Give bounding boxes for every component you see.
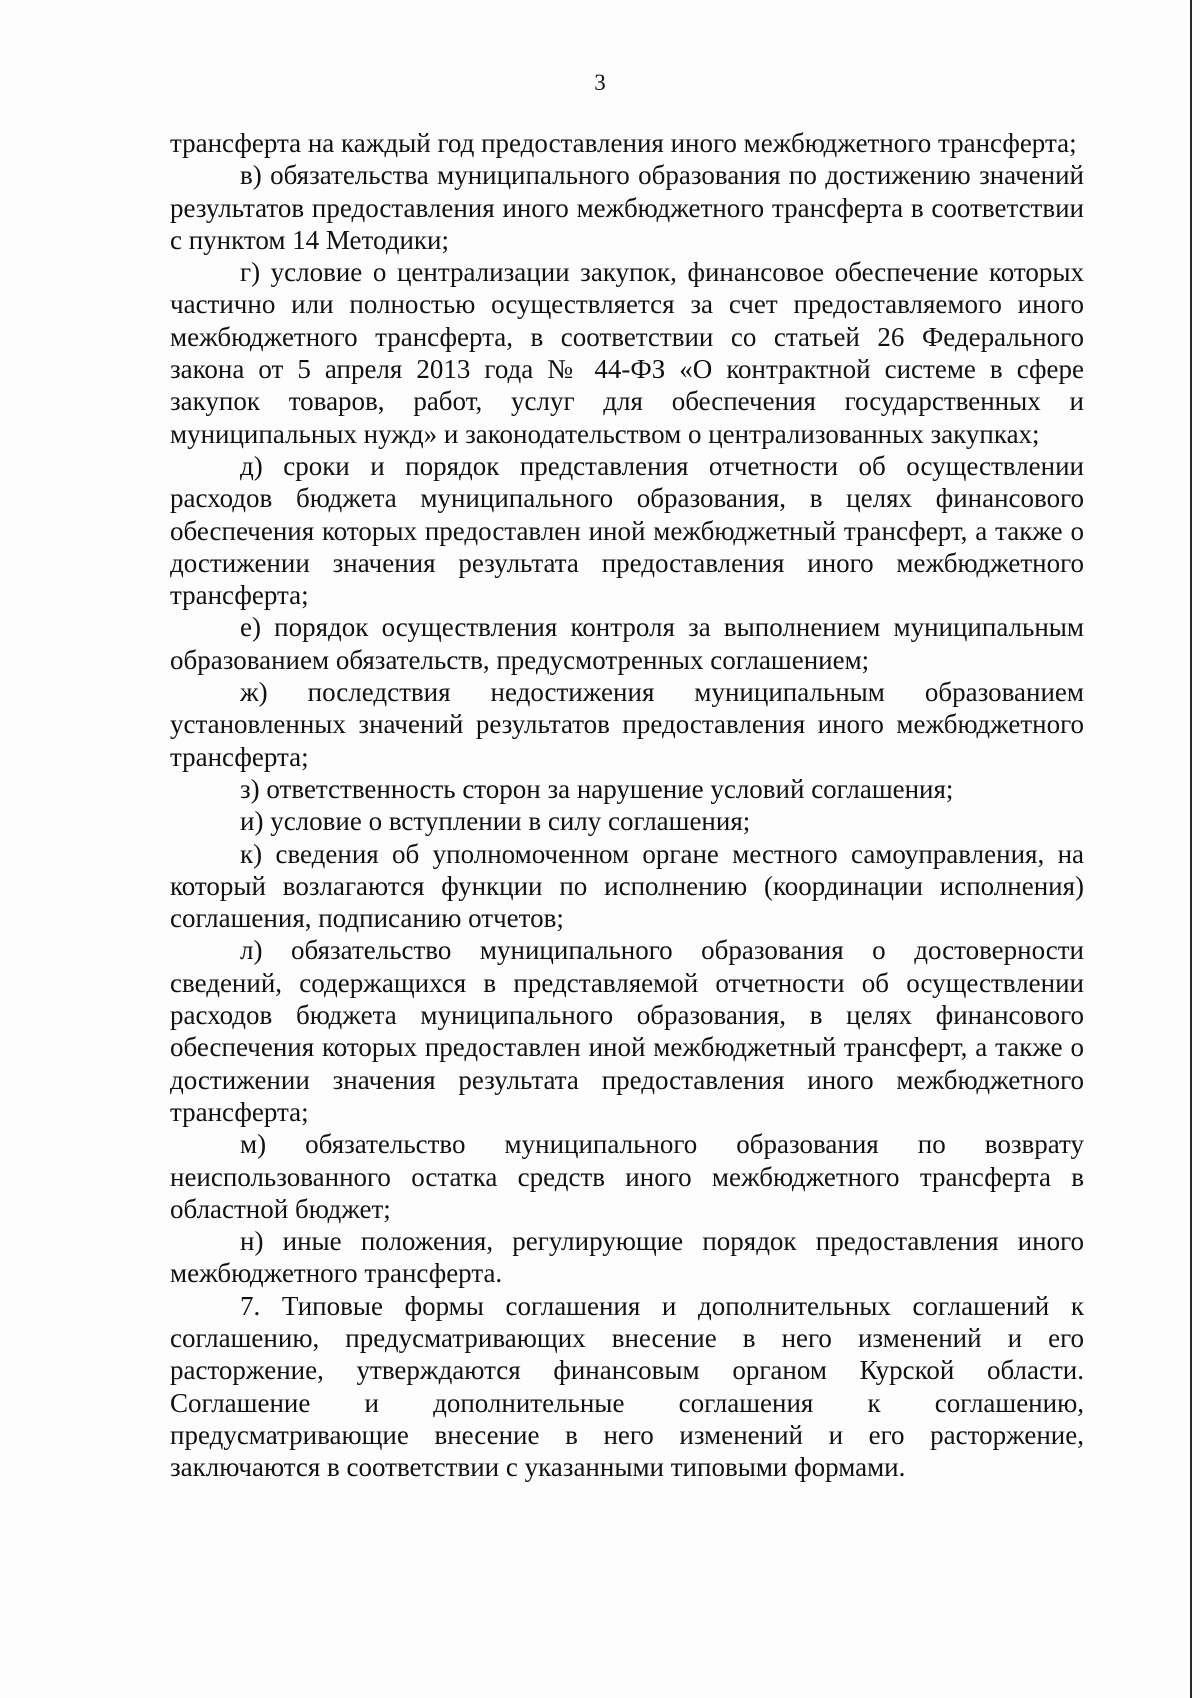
paragraph-continuation: трансферта на каждый год предоставления иного межбюджетного трансферта; [170, 128, 1077, 158]
page-number: 3 [594, 70, 606, 95]
paragraph-item-i: и) условие о вступлении в силу соглашения; [240, 806, 751, 837]
paragraph-item-zh: ж) последствия недостижения муниципальным образованием установленных значений результатов предоставления иного межбюджетного трансферта; [170, 677, 1084, 772]
paragraph-item-l: л) обязательство муниципального образования о достоверности сведений, содержащихся в представляемой отчетности об осуществлении расходов бюджета муниципального образования, в целях финансового обеспечения которых предоставлен иной межбюджетный трансферт, а также о достижении значения результата предоставления иного межбюджетного трансферта; [170, 935, 1084, 1127]
paragraph-item-e: е) порядок осуществления контроля за выполнением муниципальным образованием обязательств, предусмотренных соглашением; [170, 612, 1084, 675]
paragraph-item-d: д) сроки и порядок представления отчетности об осуществлении расходов бюджета муниципального образования, в целях финансового обеспечения которых предоставлен иной межбюджетный трансферт, а также о достижении значения результата предоставления иного межбюджетного трансферта; [170, 450, 1084, 611]
paragraph-item-v: в) обязательства муниципального образования по достижению значений результатов предоставления иного межбюджетного трансферта в соответствии с пунктом 14 Методики; [170, 160, 1084, 255]
document-body [170, 127, 1084, 1483]
paragraph-section-7: 7. Типовые формы соглашения и дополнительных соглашений к соглашению, предусматривающих внесение в него изменений и его расторжение, утверждаются финансовым органом Курской области. Соглашение и дополнительные соглашения к соглашению, предусматривающие внесение в него изменений и его расторжение, заключаются в соответствии с указанными типовыми формами. [170, 1290, 1084, 1483]
paragraph-item-g: г) условие о централизации закупок, финансовое обеспечение которых частично или полностью осуществляется за счет предоставляемого иного межбюджетного трансферта, в соответствии со статьей 26 Федерального закона от 5 апреля 2013 года № 44-ФЗ «О контрактной системе в сфере закупок товаров, работ, услуг для обеспечения государственных и муниципальных нужд» и законодательством о централизованных закупках; [170, 257, 1084, 449]
paragraph-item-n: н) иные положения, регулирующие порядок предоставления иного межбюджетного трансферта. [170, 1226, 1084, 1289]
paragraph-item-m: м) обязательство муниципального образования по возврату неиспользованного остатка средств иного межбюджетного трансферта в областной бюджет; [170, 1129, 1084, 1224]
scan-edge [1190, 0, 1192, 1698]
paragraph-item-k: к) сведения об уполномоченном органе местного самоуправления, на который возлагаются функции по исполнению (координации исполнения) соглашения, подписанию отчетов; [170, 838, 1084, 934]
paragraph-item-z: з) ответственность сторон за нарушение условий соглашения; [240, 773, 954, 804]
